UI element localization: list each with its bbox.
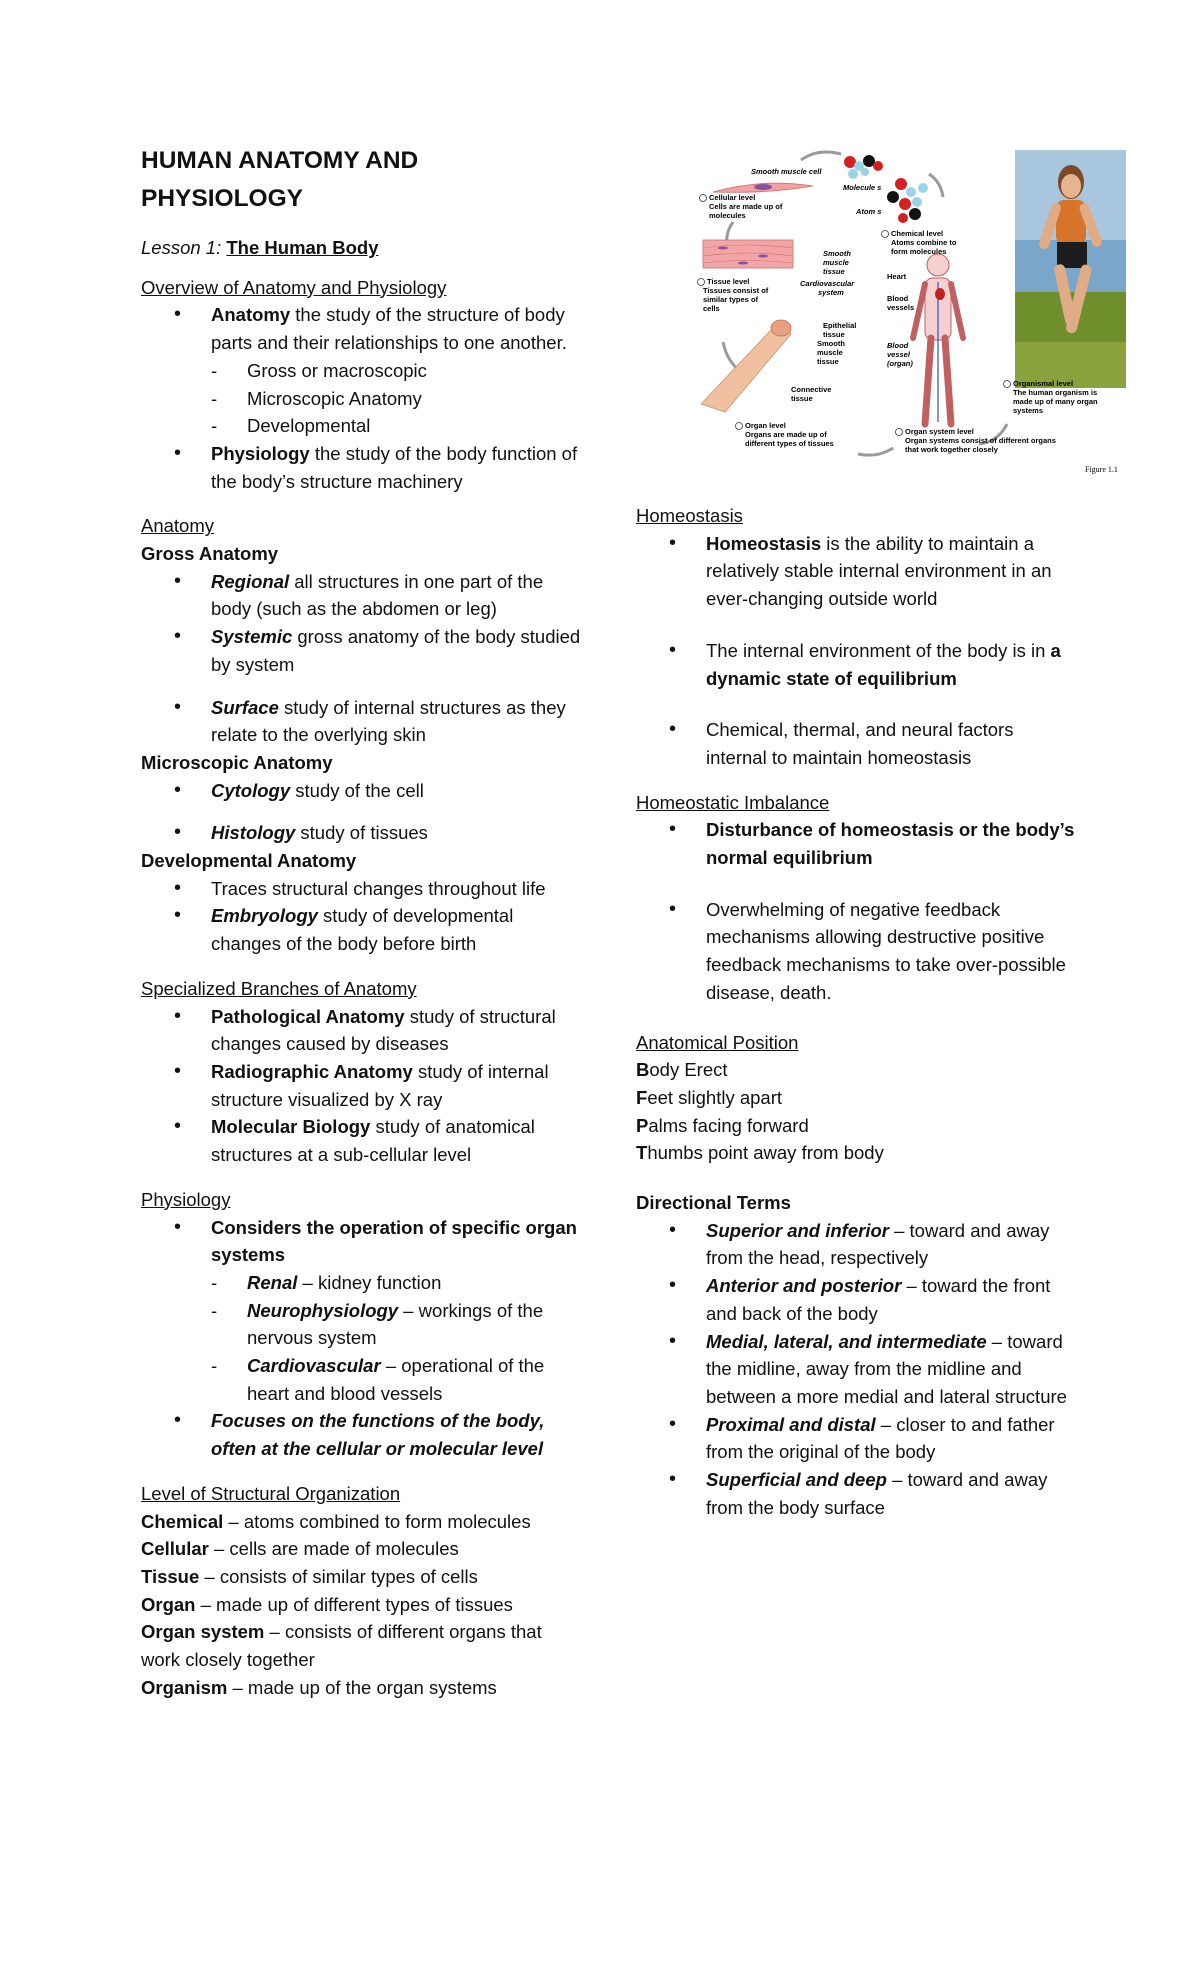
directional-list (636, 1217, 1076, 1522)
rest: alms facing forward (648, 1114, 809, 1136)
title-line-1: HUMAN ANATOMY AND (141, 147, 419, 174)
anatomy-heading: Anatomy (141, 515, 215, 537)
item-text: Considers the operation of specific organ systems (211, 1216, 577, 1266)
physiology-sub-list (211, 1269, 581, 1408)
label-molecules: Molecule s (843, 183, 882, 192)
list-item (636, 1272, 1076, 1327)
label-smooth-muscle-tissue-2: muscle (823, 258, 849, 267)
term: Homeostasis (706, 532, 822, 554)
list-item (636, 1112, 1076, 1140)
definition: – operational of the heart and blood vessels (247, 1355, 545, 1404)
definition: study of the cell (290, 779, 424, 801)
list-item (141, 1674, 581, 1702)
definition: the study of the structure of body parts and their relationships to one another. (211, 304, 567, 354)
definition: is the ability to maintain a relatively stable internal environment in an ever-changing outside world (706, 532, 1052, 610)
list-item: • Overwhelming of negative feedback mechanisms allowing destructive positive feedback mechanisms to take over-possible disease, death. (636, 896, 1076, 1007)
term: Molecular Biology (211, 1116, 371, 1138)
developmental-anatomy-list (141, 875, 581, 958)
position-heading: Anatomical Position (636, 1031, 799, 1053)
list-item (141, 1535, 581, 1563)
list-item (636, 1056, 1076, 1084)
gross-anatomy-list (141, 568, 581, 749)
label-blood-vessel-organ-1: Blood (887, 341, 909, 350)
list-item (141, 568, 581, 623)
label-atoms: Atom s (856, 207, 882, 216)
list-item (636, 816, 1076, 871)
imbalance-heading: Homeostatic Imbalance (636, 791, 830, 813)
anatomy-sub-list (211, 357, 581, 440)
label-organ-desc-2: different types of tissues (745, 439, 834, 448)
label-cardiovascular-system-2: system (818, 288, 844, 297)
list-item: - Developmental (211, 412, 581, 440)
definition: – toward and away from the body surface (706, 1469, 1048, 1518)
term: Embryology (211, 905, 318, 927)
overview-heading: Overview of Anatomy and Physiology (141, 276, 447, 298)
item-text: Focuses on the functions of the body, often at the cellular or molecular level (211, 1410, 545, 1460)
term: Regional (211, 570, 290, 592)
rest: humbs point away from body (647, 1142, 884, 1164)
term: Cardiovascular (247, 1355, 381, 1377)
tissue-illustration (703, 240, 793, 268)
label-smooth2-1: Smooth (817, 339, 845, 348)
term: Histology (211, 822, 296, 844)
list-item (141, 301, 581, 440)
label-chemical-desc-1: Atoms combine to (891, 238, 957, 247)
label-blood-vessel-organ-3: (organ) (887, 359, 913, 368)
term: Cytology (211, 779, 291, 801)
definition: – toward the front and back of the body (706, 1275, 1051, 1324)
term: Superficial and deep (706, 1469, 887, 1491)
list-item (141, 1214, 581, 1408)
developmental-anatomy-heading: Developmental Anatomy (141, 850, 357, 872)
definition: – cells are made of molecules (208, 1538, 459, 1560)
list-item: • Traces structural changes throughout life (141, 875, 581, 903)
definition: the study of the body function of the body’s structure machinery (211, 442, 578, 492)
list-item (141, 1113, 581, 1168)
label-tissue-desc-3: cells (703, 304, 720, 313)
figure-caption: Figure 1.1 (1085, 465, 1118, 474)
label-organ-system-desc-1: Organ systems consist of different organs (905, 436, 1056, 445)
label-organismal-desc-3: systems (1013, 406, 1044, 415)
label-organ-system-level: Organ system level (905, 427, 974, 436)
list-item (141, 777, 581, 805)
list-item (636, 637, 1076, 692)
term: Surface (211, 696, 279, 718)
definition: study of structural changes caused by diseases (211, 1005, 556, 1055)
list-item (636, 1217, 1076, 1272)
lesson-name: The Human Body (226, 237, 379, 258)
definition: – workings of the nervous system (247, 1299, 544, 1349)
label-smooth2-3: tissue (817, 357, 839, 366)
label-organ-level: Organ level (745, 421, 786, 430)
lesson-line (141, 234, 581, 262)
overview-list (141, 301, 581, 495)
item-text: Disturbance of homeostasis or the body’s normal equilibrium (706, 819, 1075, 869)
definition: – kidney function (297, 1271, 442, 1293)
definition: study of tissues (295, 822, 428, 844)
list-item (211, 1352, 581, 1407)
label-epithelial-1: Epithelial (823, 321, 857, 330)
physiology-heading: Physiology (141, 1188, 231, 1210)
term: Radiographic Anatomy (211, 1060, 413, 1082)
homeostasis-list (636, 530, 1076, 772)
label-chemical-level: Chemical level (891, 229, 944, 238)
list-item (636, 1084, 1076, 1112)
list-item (141, 1508, 581, 1536)
label-smooth-muscle-tissue-1: Smooth (823, 249, 851, 258)
list-item: - Microscopic Anatomy (211, 385, 581, 413)
label-organ-desc-1: Organs are made up of (745, 430, 827, 439)
cell-illustration (713, 183, 813, 192)
list-item (141, 1058, 581, 1113)
list-item (636, 1466, 1076, 1521)
microscopic-anatomy-list (141, 777, 581, 847)
left-column (141, 142, 581, 1701)
list-item (141, 1591, 581, 1619)
term: Renal (247, 1271, 298, 1293)
label-cellular-level: Cellular level (709, 193, 756, 202)
gross-anatomy-heading: Gross Anatomy (141, 543, 279, 565)
definition: – made up of different types of tissues (195, 1593, 513, 1615)
microscopic-anatomy-heading: Microscopic Anatomy (141, 751, 333, 773)
label-tissue-desc-2: similar types of (703, 295, 759, 304)
definition: – toward the midline, away from the midline and between a more medial and lateral structure (706, 1330, 1067, 1407)
list-item (211, 1297, 581, 1352)
list-item (141, 1618, 581, 1673)
term: Superior and inferior (706, 1219, 889, 1241)
list-item (636, 1411, 1076, 1466)
homeostasis-heading: Homeostasis (636, 505, 743, 526)
initial: B (636, 1059, 650, 1081)
definition: study of anatomical structures at a sub-cellular level (211, 1116, 535, 1166)
term: Organism (141, 1676, 228, 1698)
list-item (141, 902, 581, 957)
term: Anatomy (211, 304, 291, 326)
definition: study of developmental changes of the body before birth (211, 905, 514, 955)
physiology-list (141, 1214, 581, 1463)
label-cellular-desc-2: molecules (709, 211, 746, 220)
definition: – consists of similar types of cells (199, 1565, 478, 1587)
definition: – consists of different organs that work closely together (141, 1621, 542, 1671)
rest: ody Erect (649, 1059, 728, 1081)
list-item: • Chemical, thermal, and neural factors internal to maintain homeostasis (636, 716, 1076, 771)
label-smooth-muscle-tissue-3: tissue (823, 267, 845, 276)
list-item (636, 1328, 1076, 1411)
title-line-2: PHYSIOLOGY (141, 185, 304, 212)
label-smooth-muscle-cell: Smooth muscle cell (751, 167, 822, 176)
list-item (211, 1269, 581, 1297)
flow-arrows (723, 152, 1007, 455)
term: Neurophysiology (247, 1299, 399, 1321)
term: Medial, lateral, and intermediate (706, 1330, 987, 1352)
label-cellular-desc-1: Cells are made up of (709, 202, 783, 211)
label-connective-2: tissue (791, 394, 813, 403)
list-item (141, 1407, 581, 1462)
label-organismal-desc-2: made up of many organ (1013, 397, 1098, 406)
definition: – toward and away from the head, respectively (706, 1219, 1050, 1269)
position-list (636, 1056, 1076, 1167)
term: Systemic (211, 626, 293, 648)
term: Anterior and posterior (706, 1275, 902, 1297)
term: Physiology (211, 442, 310, 464)
lesson-prefix: Lesson 1: (141, 237, 222, 258)
term: Cellular (141, 1538, 209, 1560)
term: Organ system (141, 1621, 265, 1643)
list-item (636, 530, 1076, 613)
label-blood-vessels-1: Blood (887, 294, 909, 303)
list-item (141, 1563, 581, 1591)
term: Proximal and distal (706, 1413, 876, 1435)
term: Chemical (141, 1510, 224, 1532)
blood-vessel-illustration (701, 320, 791, 412)
definition: – atoms combined to form molecules (223, 1510, 531, 1532)
label-blood-vessel-organ-2: vessel (887, 350, 910, 359)
page-title (141, 142, 581, 218)
initial: T (636, 1142, 648, 1164)
label-connective-1: Connective (791, 385, 832, 394)
list-item (141, 440, 581, 495)
list-item (141, 1003, 581, 1058)
definition: study of internal structure visualized by X ray (211, 1060, 549, 1110)
label-organismal-level: Organismal level (1013, 379, 1074, 388)
specialized-list (141, 1003, 581, 1169)
term: Tissue (141, 1565, 200, 1587)
label-chemical-desc-2: form molecules (891, 247, 947, 256)
list-item: - Gross or macroscopic (211, 357, 581, 385)
definition: – closer to and father from the original of the body (706, 1413, 1055, 1463)
definition: – made up of the organ systems (227, 1676, 497, 1698)
label-organ-system-desc-2: that work together closely (905, 445, 998, 454)
definition: study of internal structures as they relate to the overlying skin (211, 696, 566, 746)
human-body-illustration (913, 254, 963, 424)
label-tissue-level: Tissue level (707, 277, 750, 286)
definition: all structures in one part of the body (such as the abdomen or leg) (211, 570, 544, 620)
list-item (141, 623, 581, 678)
definition: gross anatomy of the body studied by system (211, 626, 581, 675)
label-cardiovascular-system-1: Cardiovascular (800, 279, 855, 288)
term: Pathological Anatomy (211, 1005, 405, 1027)
rest: eet slightly apart (647, 1086, 783, 1108)
levels-heading: Level of Structural Organization (141, 1482, 401, 1504)
directional-heading: Directional Terms (636, 1192, 791, 1214)
right-column (636, 502, 1076, 1522)
list-item (141, 694, 581, 749)
label-tissue-desc-1: Tissues consist of (703, 286, 769, 295)
term: Organ (141, 1593, 196, 1615)
label-smooth2-2: muscle (817, 348, 843, 357)
list-item (141, 819, 581, 847)
label-epithelial-2: tissue (823, 330, 845, 339)
levels-list (141, 1508, 581, 1702)
list-item (636, 1139, 1076, 1167)
initial: F (636, 1086, 648, 1108)
label-organismal-desc-1: The human organism is (1013, 388, 1098, 397)
specialized-heading: Specialized Branches of Anatomy (141, 977, 417, 999)
levels-of-organization-figure (693, 142, 1126, 478)
item-bold: a dynamic state of equilibrium (706, 639, 1061, 689)
imbalance-list (636, 816, 1076, 1006)
runner-photo (1015, 150, 1126, 388)
initial: P (636, 1114, 649, 1136)
item-text: The internal environment of the body is in (706, 639, 1051, 661)
label-blood-vessels-2: vessels (887, 303, 915, 312)
label-heart: Heart (887, 272, 907, 281)
